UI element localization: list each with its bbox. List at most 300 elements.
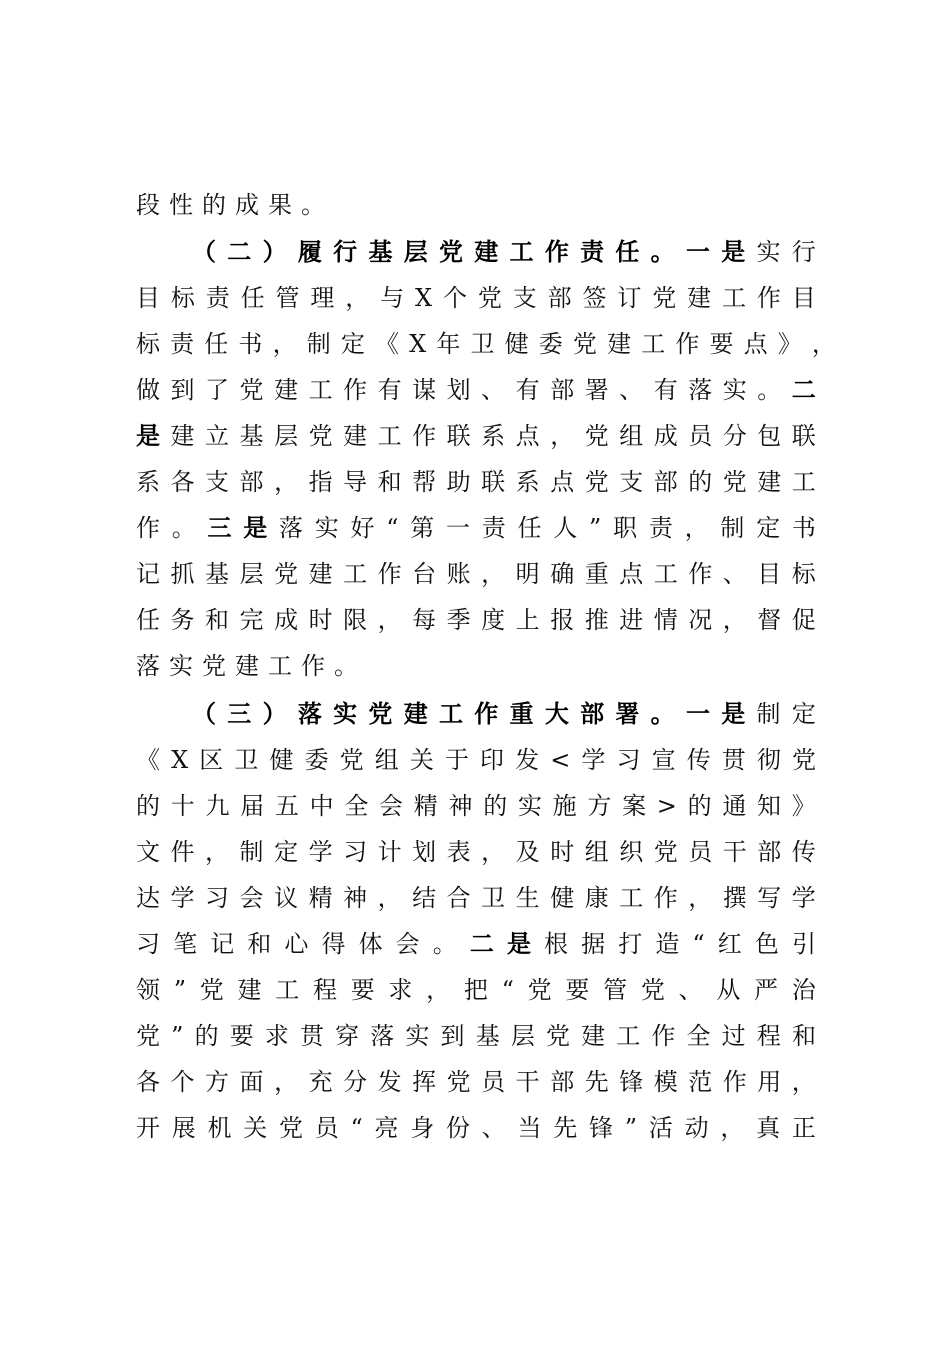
glyph: 真 <box>756 1114 781 1142</box>
glyph: 党 <box>308 422 333 450</box>
glyph: 党 <box>791 746 816 774</box>
glyph: 色 <box>754 930 779 958</box>
glyph: 作 <box>653 884 678 912</box>
bold-glyph: 任 <box>615 237 640 266</box>
bold-glyph: 是 <box>721 699 746 728</box>
bold-glyph: 实 <box>333 699 358 728</box>
glyph: 件 <box>170 838 195 866</box>
glyph: 目 <box>757 560 782 588</box>
glyph: 《 <box>136 746 160 774</box>
glyph: 方 <box>205 1068 230 1096</box>
glyph: ， <box>272 330 297 358</box>
glyph: 有 <box>653 376 678 404</box>
glyph: 党 <box>274 560 299 588</box>
glyph: 案 <box>622 792 647 820</box>
bold-glyph: 三 <box>207 513 232 542</box>
glyph: 任 <box>204 330 229 358</box>
glyph: 建 <box>170 422 195 450</box>
glyph: 程 <box>312 976 337 1004</box>
glyph: 要 <box>709 330 734 358</box>
section-heading-line <box>192 232 816 272</box>
glyph: 建 <box>607 330 632 358</box>
glyph: 层 <box>510 1022 535 1050</box>
glyph: 报 <box>550 606 575 634</box>
glyph: 与 <box>380 284 405 312</box>
glyph: 组 <box>374 746 399 774</box>
paragraph-line: 落实党建工作。 <box>136 652 367 680</box>
glyph: 党 <box>279 1114 303 1142</box>
glyph: 体 <box>358 930 383 958</box>
glyph: 推 <box>584 606 609 634</box>
glyph: 系 <box>481 422 506 450</box>
glyph: 发 <box>377 1068 402 1096</box>
bold-glyph: 建 <box>403 699 428 728</box>
glyph: 目 <box>791 284 816 312</box>
glyph: 实 <box>314 514 339 542</box>
glyph: 从 <box>716 976 741 1004</box>
glyph: 引 <box>791 930 816 958</box>
glyph: 十 <box>170 792 195 820</box>
glyph: 卫 <box>234 746 259 774</box>
bold-glyph: 作 <box>474 699 499 728</box>
glyph: 传 <box>686 746 711 774</box>
glyph: ” <box>173 976 187 1004</box>
glyph: 到 <box>440 1022 465 1050</box>
glyph: 把 <box>463 976 488 1004</box>
glyph: 定 <box>791 700 816 728</box>
glyph: 正 <box>791 1114 816 1142</box>
glyph: 做 <box>136 376 160 404</box>
glyph: 会 <box>239 884 264 912</box>
glyph: 九 <box>205 792 230 820</box>
glyph: 部 <box>757 838 782 866</box>
glyph: 全 <box>686 1022 711 1050</box>
glyph: 制 <box>756 700 781 728</box>
glyph: ， <box>481 838 506 866</box>
glyph: 区 <box>199 746 224 774</box>
glyph: 落 <box>279 514 303 542</box>
glyph: 建 <box>757 468 782 496</box>
glyph: 点 <box>619 560 644 588</box>
glyph: 党 <box>477 284 502 312</box>
glyph: 工 <box>641 330 666 358</box>
glyph: 的 <box>688 468 713 496</box>
glyph: 求 <box>388 976 413 1004</box>
glyph: 部 <box>653 468 678 496</box>
paragraph-line: 段性的成果。 <box>136 191 334 219</box>
glyph: 第 <box>410 514 435 542</box>
glyph: 过 <box>721 1022 746 1050</box>
glyph: 根 <box>544 930 569 958</box>
glyph: 《 <box>374 330 399 358</box>
glyph: 精 <box>413 792 438 820</box>
glyph: 程 <box>756 1022 781 1050</box>
glyph: 层 <box>274 422 299 450</box>
glyph: 。 <box>757 376 782 404</box>
glyph: 穿 <box>335 1022 360 1050</box>
glyph: 习 <box>616 746 641 774</box>
bold-glyph: 是 <box>721 237 746 266</box>
glyph: 党 <box>653 838 678 866</box>
glyph: 习 <box>343 838 368 866</box>
glyph: 学 <box>308 838 333 866</box>
glyph: ” <box>624 1114 638 1142</box>
bold-glyph: 署 <box>615 699 640 728</box>
glyph: 宣 <box>651 746 676 774</box>
glyph: 助 <box>446 468 471 496</box>
glyph: 份 <box>446 1114 471 1142</box>
glyph: 党 <box>572 330 597 358</box>
glyph: 工 <box>308 376 333 404</box>
glyph: 五 <box>274 792 299 820</box>
glyph: 系 <box>515 468 540 496</box>
glyph: 导 <box>343 468 368 496</box>
glyph: 联 <box>481 468 506 496</box>
glyph: 的 <box>194 1022 219 1050</box>
glyph: 员 <box>688 422 713 450</box>
glyph: ， <box>481 560 506 588</box>
glyph: 文 <box>136 838 160 866</box>
glyph: 标 <box>170 284 195 312</box>
paragraph-line <box>136 278 816 318</box>
glyph: 到 <box>170 376 195 404</box>
glyph: 的 <box>483 792 508 820</box>
glyph: 促 <box>791 606 816 634</box>
glyph: 和 <box>247 930 272 958</box>
glyph: 制 <box>306 330 331 358</box>
glyph: 红 <box>717 930 742 958</box>
glyph: X <box>409 330 427 358</box>
glyph: 要 <box>229 1022 254 1050</box>
bold-glyph: 落 <box>297 699 322 728</box>
glyph: 工 <box>791 468 816 496</box>
glyph: 结 <box>412 884 437 912</box>
paragraph-line <box>136 786 816 826</box>
glyph: 议 <box>274 884 299 912</box>
bold-glyph: 党 <box>368 699 393 728</box>
glyph: 健 <box>269 746 294 774</box>
glyph: 关 <box>409 746 434 774</box>
bold-glyph: 作 <box>544 237 569 266</box>
glyph: 个 <box>442 284 467 312</box>
glyph: 作 <box>412 422 437 450</box>
glyph: 员 <box>314 1114 339 1142</box>
bold-glyph: 部 <box>580 699 605 728</box>
glyph: 党 <box>640 976 665 1004</box>
glyph: “ <box>692 930 705 958</box>
glyph: 记 <box>210 930 235 958</box>
glyph: 落 <box>370 1022 395 1050</box>
paragraph-line <box>136 1062 816 1102</box>
glyph: 发 <box>515 746 540 774</box>
bold-glyph: 是 <box>243 513 268 542</box>
glyph: 》 <box>791 792 816 820</box>
glyph: 神 <box>343 884 368 912</box>
glyph: 部 <box>547 284 572 312</box>
glyph: 动 <box>684 1114 709 1142</box>
glyph: 卫 <box>481 884 506 912</box>
glyph: 方 <box>587 792 612 820</box>
glyph: 点 <box>515 422 540 450</box>
glyph: 完 <box>239 606 264 634</box>
glyph: 实 <box>405 1022 430 1050</box>
glyph: 人 <box>553 514 578 542</box>
glyph: 织 <box>619 838 644 866</box>
glyph: 届 <box>240 792 265 820</box>
bold-glyph: 重 <box>509 699 534 728</box>
glyph: 先 <box>584 1068 609 1096</box>
glyph: 组 <box>619 422 644 450</box>
glyph: 、 <box>722 560 747 588</box>
glyph: 上 <box>515 606 540 634</box>
paragraph-line <box>136 740 816 780</box>
glyph: 写 <box>757 884 782 912</box>
glyph: 精 <box>308 884 333 912</box>
glyph: 、 <box>619 376 644 404</box>
glyph: 工 <box>616 1022 641 1050</box>
glyph: 建 <box>308 560 333 588</box>
glyph: 印 <box>480 746 505 774</box>
glyph: 每 <box>412 606 437 634</box>
paragraph-line <box>136 924 816 964</box>
bold-glyph: 建 <box>474 237 499 266</box>
glyph: 治 <box>791 976 816 1004</box>
glyph: 账 <box>446 560 471 588</box>
glyph: 基 <box>239 422 264 450</box>
glyph: 个 <box>170 1068 195 1096</box>
glyph: ， <box>345 284 370 312</box>
glyph: 卫 <box>470 330 495 358</box>
bold-glyph: 履 <box>297 237 322 266</box>
glyph: 施 <box>552 792 577 820</box>
glyph: 造 <box>655 930 680 958</box>
glyph: 用 <box>757 1068 782 1096</box>
paragraph-line <box>136 416 816 456</box>
glyph: 签 <box>582 284 607 312</box>
glyph: > <box>656 792 677 820</box>
glyph: 范 <box>688 1068 713 1096</box>
glyph: 组 <box>584 838 609 866</box>
glyph: 况 <box>688 606 713 634</box>
glyph: 计 <box>377 838 402 866</box>
paragraph-line <box>136 324 836 364</box>
glyph: 党 <box>239 376 264 404</box>
glyph: 撰 <box>722 884 747 912</box>
glyph: ， <box>722 606 747 634</box>
glyph: 会 <box>395 930 420 958</box>
glyph: 进 <box>619 606 644 634</box>
glyph: 基 <box>475 1022 500 1050</box>
glyph: 度 <box>481 606 506 634</box>
glyph: 党 <box>136 1022 160 1050</box>
glyph: 点 <box>743 330 768 358</box>
glyph: ， <box>688 884 713 912</box>
glyph: 划 <box>412 838 437 866</box>
glyph: 得 <box>321 930 346 958</box>
bold-glyph: 是 <box>136 421 160 450</box>
glyph: 学 <box>170 884 195 912</box>
glyph: 确 <box>550 560 575 588</box>
glyph: 建 <box>581 1022 606 1050</box>
glyph: 署 <box>584 376 609 404</box>
glyph: 制 <box>720 514 745 542</box>
glyph: 分 <box>722 422 747 450</box>
bold-glyph: 。 <box>650 699 675 728</box>
glyph: 台 <box>412 560 437 588</box>
glyph: 员 <box>688 838 713 866</box>
bold-glyph: （ <box>192 699 216 728</box>
glyph: 的 <box>136 792 160 820</box>
glyph: ， <box>684 514 709 542</box>
glyph: 支 <box>619 468 644 496</box>
glyph: 开 <box>136 1114 160 1142</box>
glyph: 领 <box>136 976 160 1004</box>
glyph: 各 <box>136 1068 160 1096</box>
bold-glyph: 党 <box>438 237 463 266</box>
glyph: 理 <box>310 284 335 312</box>
glyph: 工 <box>275 976 300 1004</box>
glyph: 部 <box>550 376 575 404</box>
paragraph-line <box>136 508 816 548</box>
glyph: 明 <box>515 560 540 588</box>
glyph: 责 <box>170 330 195 358</box>
glyph: 联 <box>791 422 816 450</box>
glyph: 作 <box>675 330 700 358</box>
glyph: 作 <box>688 560 713 588</box>
glyph: ， <box>550 422 575 450</box>
glyph: 作 <box>651 1022 676 1050</box>
glyph: 委 <box>538 330 563 358</box>
bold-glyph: 。 <box>650 237 675 266</box>
bold-glyph: 工 <box>509 237 534 266</box>
glyph: 年 <box>436 330 461 358</box>
glyph: 责 <box>481 514 506 542</box>
glyph: 》 <box>777 330 802 358</box>
glyph: 和 <box>205 606 230 634</box>
glyph: 、 <box>678 976 703 1004</box>
glyph: 挥 <box>412 1068 437 1096</box>
bold-glyph: 一 <box>685 237 710 266</box>
glyph: 面 <box>239 1068 264 1096</box>
glyph: 有 <box>515 376 540 404</box>
glyph: 笔 <box>173 930 198 958</box>
glyph: 党 <box>199 976 224 1004</box>
glyph: 作 <box>136 514 160 542</box>
glyph: ， <box>720 1114 745 1142</box>
glyph: 季 <box>446 606 471 634</box>
glyph: 任 <box>136 606 160 634</box>
glyph: 落 <box>688 376 713 404</box>
glyph: 基 <box>205 560 230 588</box>
glyph: 党 <box>339 746 364 774</box>
glyph: 神 <box>448 792 473 820</box>
glyph: 于 <box>444 746 469 774</box>
bold-glyph: 责 <box>580 237 605 266</box>
paragraph-line <box>136 370 816 410</box>
glyph: 标 <box>136 330 160 358</box>
glyph: 任 <box>517 514 542 542</box>
glyph: ” <box>171 1022 184 1050</box>
glyph: 亮 <box>374 1114 399 1142</box>
glyph: 当 <box>517 1114 542 1142</box>
glyph: 重 <box>584 560 609 588</box>
glyph: 点 <box>550 468 575 496</box>
glyph: ， <box>274 468 299 496</box>
glyph: 党 <box>584 468 609 496</box>
glyph: 习 <box>205 884 230 912</box>
glyph: 定 <box>340 330 365 358</box>
glyph: 建 <box>274 376 299 404</box>
glyph: ， <box>811 330 836 358</box>
glyph: 、 <box>481 1114 506 1142</box>
glyph: 定 <box>756 514 781 542</box>
glyph: 系 <box>136 468 160 496</box>
bold-glyph: 三 <box>227 699 252 728</box>
glyph: 情 <box>653 606 678 634</box>
glyph: 成 <box>653 422 678 450</box>
glyph: 身 <box>410 1114 435 1142</box>
glyph: 分 <box>343 1068 368 1096</box>
glyph: 生 <box>515 884 540 912</box>
glyph: 责 <box>648 514 673 542</box>
glyph: 书 <box>791 514 816 542</box>
glyph: 知 <box>757 792 782 820</box>
paragraph-line <box>136 832 816 872</box>
glyph: 督 <box>757 606 782 634</box>
glyph: ， <box>205 838 230 866</box>
glyph: 责 <box>205 284 230 312</box>
glyph: X <box>415 284 433 312</box>
glyph: 通 <box>722 792 747 820</box>
glyph: 党 <box>446 1068 471 1096</box>
glyph: 的 <box>687 792 712 820</box>
glyph: 立 <box>205 422 230 450</box>
glyph: 锋 <box>619 1068 644 1096</box>
glyph: 、 <box>481 376 506 404</box>
glyph: 先 <box>553 1114 578 1142</box>
glyph: 充 <box>308 1068 333 1096</box>
glyph: 任 <box>240 284 265 312</box>
paragraph-line <box>136 554 816 594</box>
glyph: 健 <box>504 330 529 358</box>
glyph: ， <box>426 976 451 1004</box>
glyph: 抓 <box>170 560 195 588</box>
glyph: ， <box>274 1068 299 1096</box>
glyph: 记 <box>136 560 160 588</box>
bold-glyph: ） <box>262 237 287 266</box>
glyph: 制 <box>239 838 264 866</box>
glyph: 定 <box>274 838 299 866</box>
glyph: 工 <box>377 422 402 450</box>
glyph: 作 <box>377 560 402 588</box>
glyph: 合 <box>446 884 471 912</box>
glyph: 。 <box>171 514 196 542</box>
paragraph-line <box>136 878 816 918</box>
glyph: X <box>171 746 189 774</box>
glyph: 锋 <box>589 1114 614 1142</box>
glyph: 作 <box>343 376 368 404</box>
glyph: 好 <box>350 514 375 542</box>
glyph: ， <box>377 606 402 634</box>
bold-glyph: ） <box>262 699 287 728</box>
glyph: ， <box>377 884 402 912</box>
section-heading-line <box>192 694 816 734</box>
glyph: 实 <box>756 238 781 266</box>
bold-glyph: 工 <box>438 699 463 728</box>
glyph: 据 <box>581 930 606 958</box>
bold-glyph: 二 <box>469 929 494 958</box>
glyph: 学 <box>791 884 816 912</box>
